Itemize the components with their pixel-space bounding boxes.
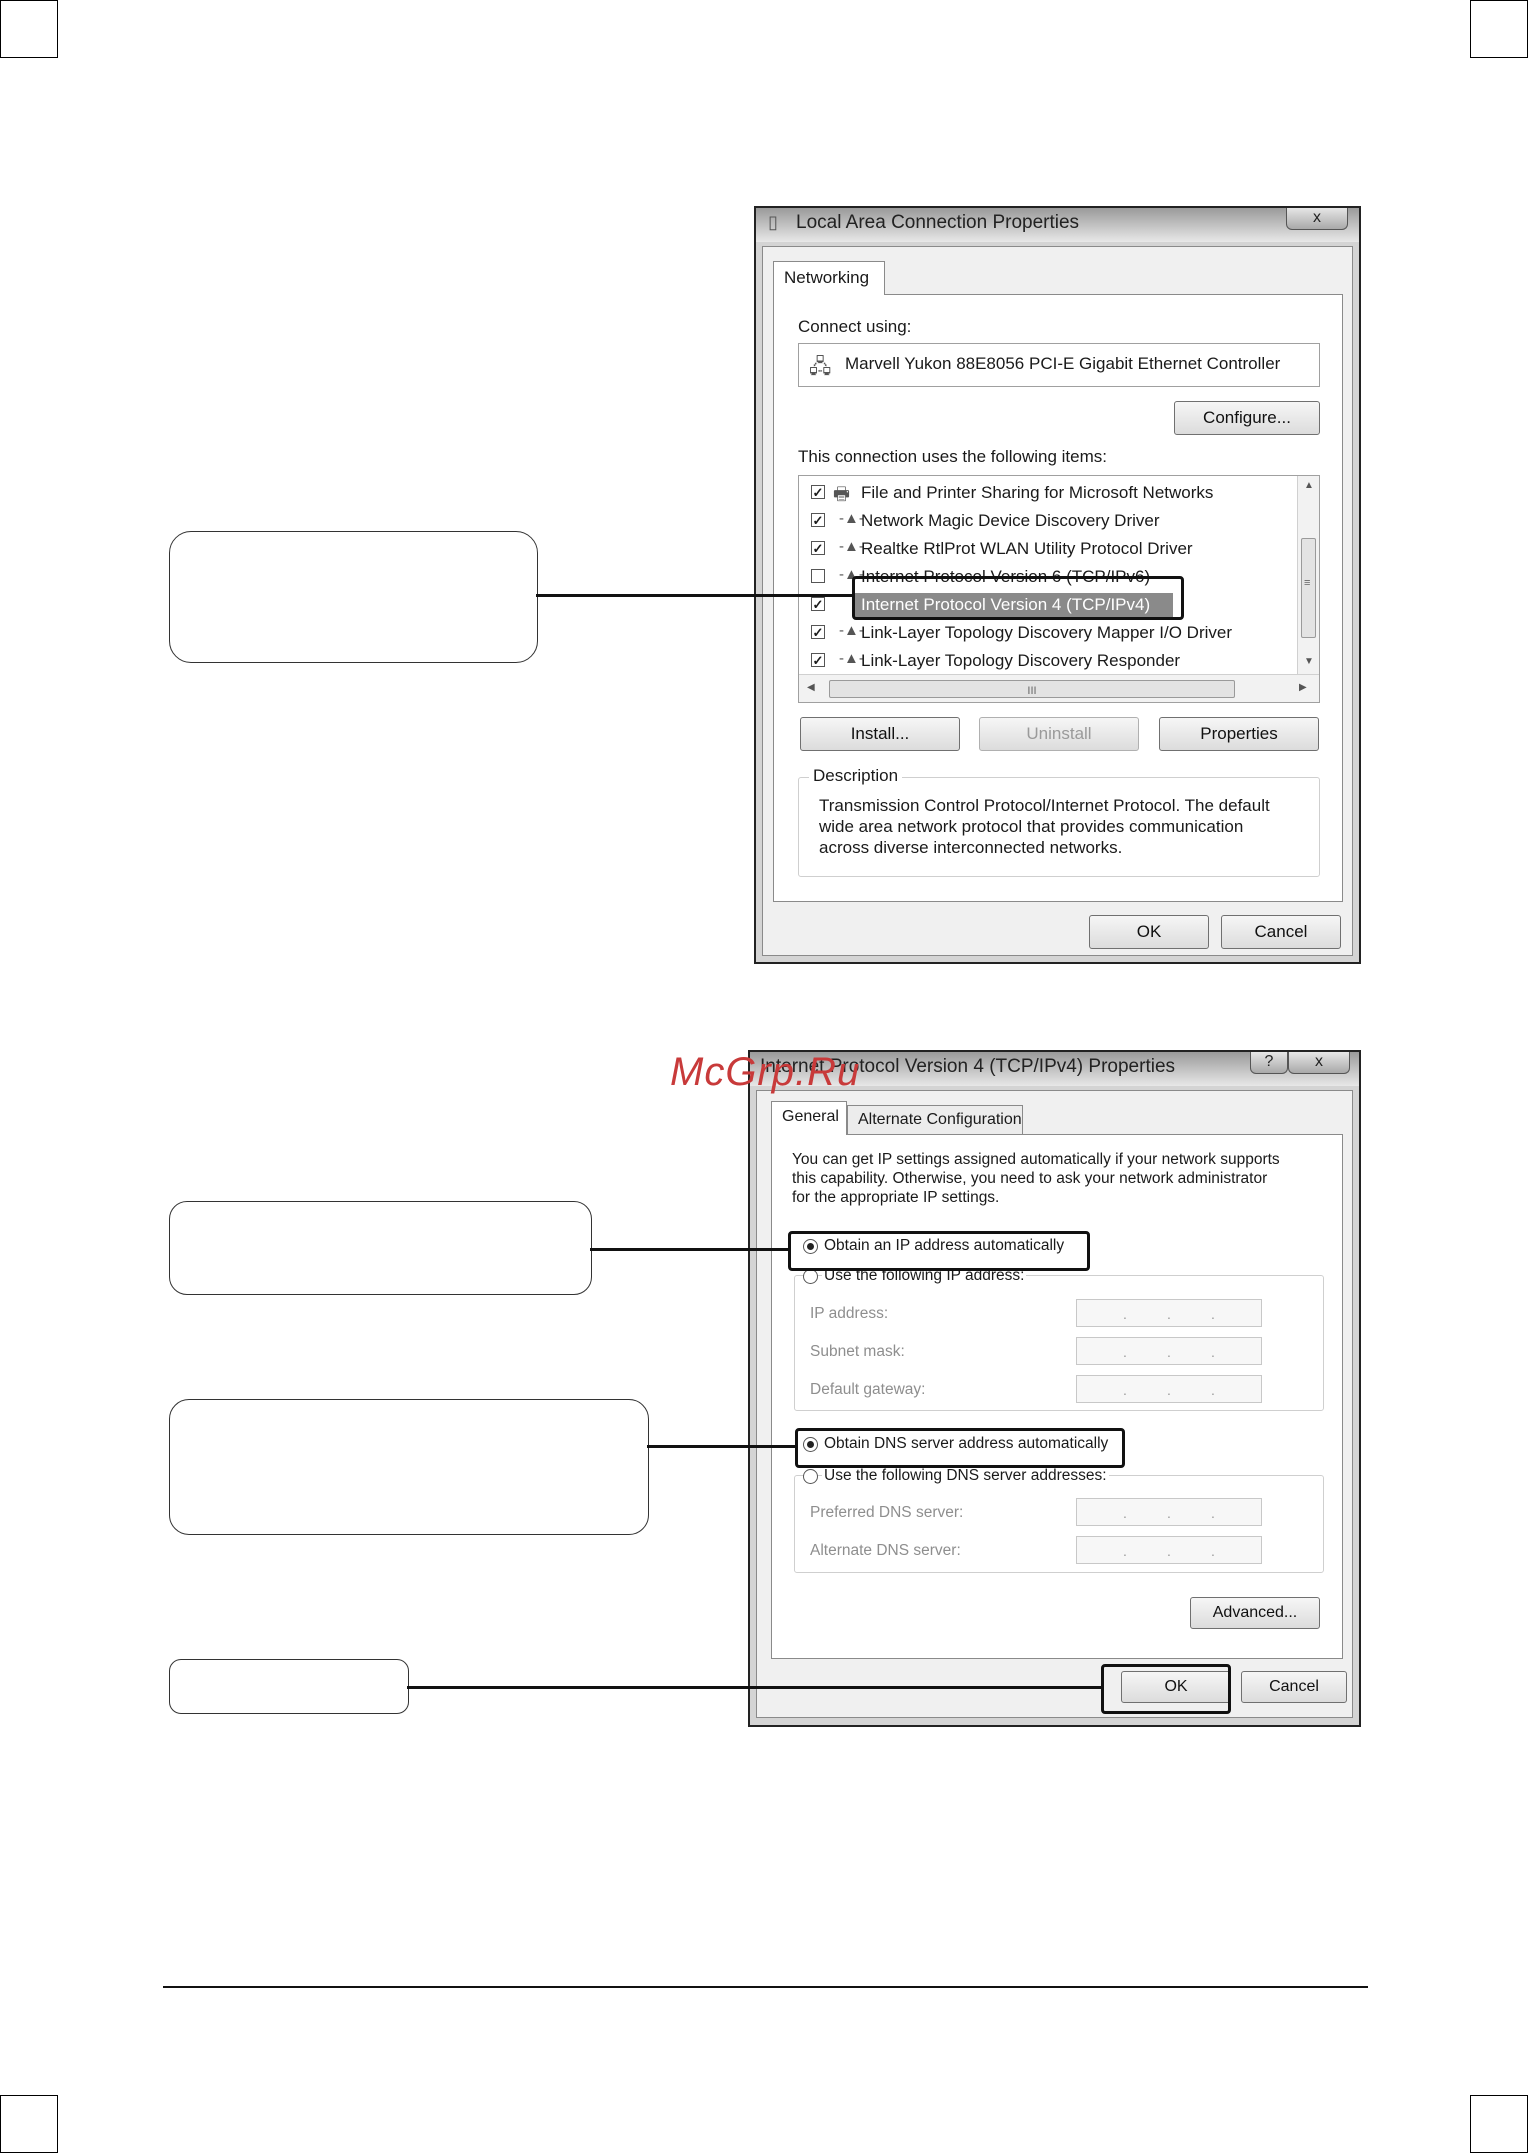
list-item[interactable] — [799, 536, 1289, 562]
advanced-button-label: Advanced... — [1212, 1604, 1298, 1621]
highlight-obtain-ip-auto — [788, 1231, 1090, 1271]
callout-box-tcpipv4 — [169, 531, 538, 663]
vertical-scroll-grip: ≡ — [1304, 577, 1311, 589]
ip-separator: . — [1123, 1306, 1127, 1322]
alternate-dns-label: Alternate DNS server: — [810, 1542, 961, 1559]
properties-button[interactable] — [1159, 717, 1319, 751]
obtain-dns-auto-label[interactable]: Obtain DNS server address automatically — [824, 1435, 1109, 1452]
scroll-right-icon[interactable]: ▶ — [1299, 682, 1307, 693]
use-following-dns-label[interactable]: Use the following DNS server addresses: — [824, 1467, 1107, 1484]
description-line-1: Transmission Control Protocol/Internet Protocol. The default — [819, 796, 1270, 815]
subnet-mask-label: Subnet mask: — [810, 1343, 905, 1360]
subnet-mask-input[interactable] — [1076, 1337, 1262, 1365]
ip-separator: . — [1123, 1543, 1127, 1559]
connect-using-label: Connect using: — [798, 317, 912, 336]
close-icon: x — [1313, 209, 1321, 226]
obtain-ip-auto-label[interactable]: Obtain an IP address automatically — [824, 1237, 1065, 1254]
ip-separator: . — [1123, 1505, 1127, 1521]
intro-line-2: this capability. Otherwise, you need to ask your network administrator — [792, 1170, 1268, 1187]
callout-leader-line-tcpipv4 — [536, 594, 854, 597]
ip-separator: . — [1123, 1382, 1127, 1398]
protocol-icon: -▲- — [839, 650, 864, 667]
dialog-client-area — [756, 1090, 1353, 1718]
ip-separator: . — [1211, 1382, 1215, 1398]
uninstall-button-label: Uninstall — [1026, 724, 1092, 743]
item-checkbox[interactable]: ✓ — [812, 597, 824, 612]
network-adapter-icon: 🖧 — [809, 356, 832, 378]
item-checkbox[interactable]: ✓ — [812, 485, 824, 500]
adapter-name: Marvell Yukon 88E8056 PCI-E Gigabit Ethernet Controller — [845, 354, 1281, 373]
tcpipv4-properties-dialog — [748, 1050, 1361, 1727]
ip-address-input[interactable] — [1076, 1299, 1262, 1327]
horizontal-scroll-grip: III — [1027, 685, 1037, 697]
use-following-ip-label[interactable]: Use the following IP address: — [824, 1267, 1025, 1284]
highlight-ok-button — [1101, 1664, 1231, 1714]
crop-mark-top-left — [0, 0, 58, 58]
list-item[interactable] — [799, 648, 1289, 674]
ok-button-label: OK — [1136, 922, 1162, 941]
title-bar — [756, 208, 1359, 242]
protocol-icon: -▲- — [839, 622, 864, 639]
footer-rule — [163, 1986, 1368, 1988]
crop-mark-bottom-right — [1470, 2095, 1528, 2153]
preferred-dns-label: Preferred DNS server: — [810, 1504, 964, 1521]
close-button[interactable] — [1286, 208, 1348, 230]
cancel-button-label: Cancel — [1269, 1678, 1319, 1695]
tab-networking-label: Networking — [784, 268, 870, 287]
callout-box-ok — [169, 1659, 409, 1714]
item-label: Network Magic Device Discovery Driver — [861, 511, 1160, 530]
install-button[interactable] — [800, 717, 960, 751]
close-icon: x — [1315, 1053, 1323, 1070]
ip-separator: . — [1211, 1344, 1215, 1360]
ok-button[interactable] — [1089, 915, 1209, 949]
help-button[interactable] — [1250, 1052, 1288, 1074]
install-button-label: Install... — [850, 724, 910, 743]
configure-button-label: Configure... — [1203, 408, 1291, 427]
properties-button-label: Properties — [1200, 724, 1278, 743]
scroll-down-icon[interactable]: ▼ — [1304, 656, 1314, 667]
tab-networking[interactable] — [773, 261, 885, 295]
tab-alternate-configuration[interactable] — [847, 1105, 1023, 1135]
cancel-button[interactable] — [1241, 1671, 1347, 1703]
protocol-icon: -▲- — [839, 566, 864, 583]
cancel-button[interactable] — [1221, 915, 1341, 949]
scroll-left-icon[interactable]: ◀ — [807, 682, 815, 693]
protocol-icon: -▲- — [839, 510, 864, 527]
item-label: File and Printer Sharing for Microsoft Networks — [861, 483, 1214, 502]
network-icon: ▯ — [768, 212, 778, 232]
tab-general[interactable] — [771, 1101, 847, 1135]
item-label: Link-Layer Topology Discovery Responder — [861, 651, 1181, 670]
ip-separator: . — [1211, 1306, 1215, 1322]
configure-button[interactable] — [1174, 401, 1320, 435]
items-label: This connection uses the following items: — [798, 447, 1107, 466]
ip-separator: . — [1211, 1505, 1215, 1521]
uninstall-button[interactable] — [979, 717, 1139, 751]
close-button[interactable] — [1288, 1052, 1350, 1074]
tab-alternate-configuration-label: Alternate Configuration — [858, 1111, 1022, 1128]
dialog-title: Internet Protocol Version 4 (TCP/IPv4) Properties — [760, 1056, 1176, 1077]
ip-address-label: IP address: — [810, 1305, 889, 1322]
horizontal-scrollbar[interactable] — [799, 674, 1319, 703]
item-label: Realtke RtlProt WLAN Utility Protocol Driver — [861, 539, 1193, 558]
help-icon: ? — [1264, 1053, 1274, 1070]
item-checkbox[interactable]: ✓ — [812, 541, 824, 556]
intro-line-1: You can get IP settings assigned automatically if your network supports — [792, 1151, 1280, 1168]
adapter-field — [798, 343, 1320, 387]
item-checkbox[interactable] — [811, 569, 825, 583]
item-label: Link-Layer Topology Discovery Mapper I/O Driver — [861, 623, 1232, 642]
alternate-dns-input[interactable] — [1076, 1536, 1262, 1564]
ip-separator: . — [1123, 1344, 1127, 1360]
item-checkbox[interactable]: ✓ — [812, 653, 824, 668]
printer-icon: 🖶 — [833, 484, 850, 504]
callout-leader-line-obtain-dns — [647, 1445, 797, 1448]
description-line-3: across diverse interconnected networks. — [819, 838, 1123, 857]
ip-separator: . — [1167, 1505, 1171, 1521]
watermark: McGrp.Ru — [670, 1050, 861, 1094]
ip-separator: . — [1167, 1306, 1171, 1322]
callout-leader-line-obtain-ip — [590, 1248, 790, 1251]
ok-button-label: OK — [1164, 1678, 1188, 1695]
preferred-dns-input[interactable] — [1076, 1498, 1262, 1526]
list-item[interactable] — [799, 620, 1289, 646]
ip-separator: . — [1211, 1543, 1215, 1559]
item-label: Internet Protocol Version 4 (TCP/IPv4) — [861, 595, 1151, 614]
advanced-button[interactable] — [1190, 1597, 1320, 1629]
protocol-icon: -▲- — [839, 538, 864, 555]
item-label: Internet Protocol Version 6 (TCP/IPv6) — [861, 567, 1151, 586]
callout-box-obtain-dns — [169, 1399, 649, 1535]
highlight-tcpipv4-item — [852, 576, 1184, 620]
default-gateway-input[interactable] — [1076, 1375, 1262, 1403]
tab-general-label: General — [782, 1108, 839, 1125]
item-checkbox[interactable]: ✓ — [812, 513, 824, 528]
ip-separator: . — [1167, 1543, 1171, 1559]
callout-leader-line-ok — [407, 1686, 1103, 1689]
item-checkbox[interactable]: ✓ — [812, 625, 824, 640]
description-group — [798, 766, 1320, 877]
highlight-obtain-dns-auto — [795, 1428, 1125, 1468]
crop-mark-bottom-left — [0, 2095, 58, 2153]
use-following-dns-radio[interactable] — [803, 1469, 818, 1484]
horizontal-scroll-thumb[interactable] — [829, 680, 1235, 698]
crop-mark-top-right — [1470, 0, 1528, 58]
default-gateway-label: Default gateway: — [810, 1381, 926, 1398]
use-following-ip-radio[interactable] — [803, 1269, 818, 1284]
description-label: Description — [809, 766, 902, 786]
list-item[interactable] — [799, 508, 1289, 534]
description-line-2: wide area network protocol that provides communication — [819, 817, 1244, 836]
ip-separator: . — [1167, 1344, 1171, 1360]
list-item[interactable] — [799, 480, 1289, 506]
scroll-up-icon[interactable]: ▲ — [1304, 480, 1314, 491]
vertical-scrollbar[interactable] — [1297, 476, 1320, 674]
dialog-title: Local Area Connection Properties — [796, 212, 1080, 233]
vertical-scroll-thumb[interactable] — [1301, 538, 1316, 638]
intro-line-3: for the appropriate IP settings. — [792, 1189, 1000, 1206]
callout-box-obtain-ip — [169, 1201, 592, 1295]
cancel-button-label: Cancel — [1254, 922, 1308, 941]
general-panel — [771, 1134, 1343, 1659]
ip-separator: . — [1167, 1382, 1171, 1398]
